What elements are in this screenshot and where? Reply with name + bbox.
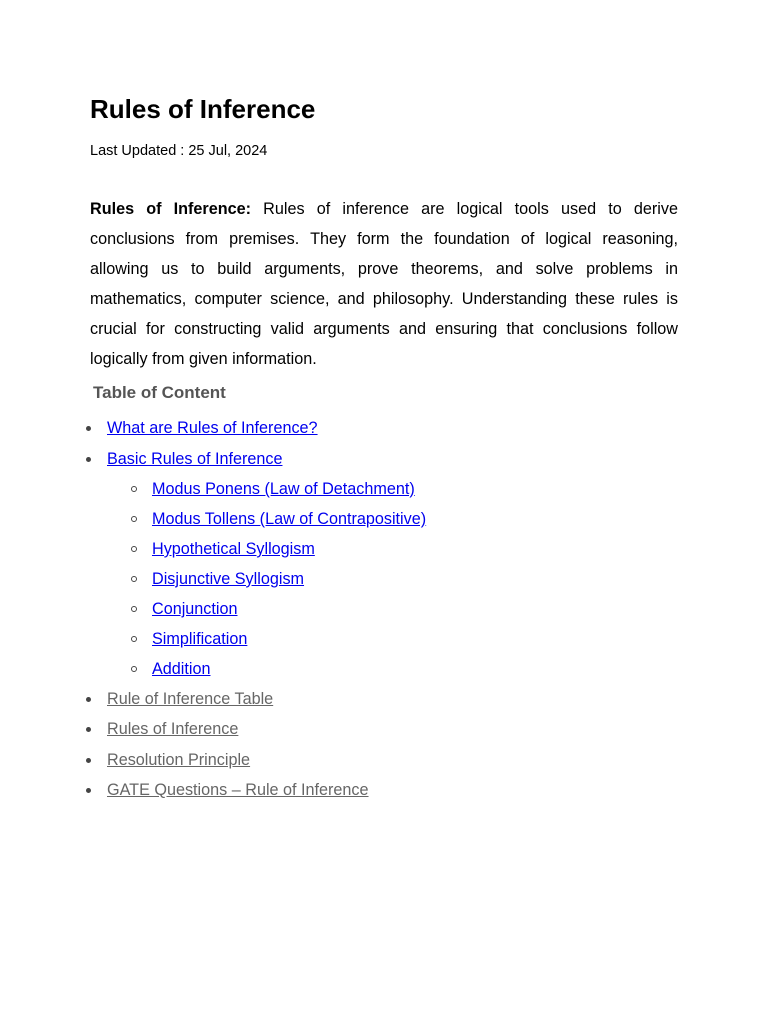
bullet-icon (86, 788, 91, 793)
toc-link-hypothetical-syllogism[interactable]: Hypothetical Syllogism (152, 540, 315, 558)
toc-link-conjunction[interactable]: Conjunction (152, 600, 238, 618)
circle-bullet-icon (131, 606, 137, 612)
circle-bullet-icon (131, 666, 137, 672)
toc-link-rules-of-inference[interactable]: Rules of Inference (107, 720, 239, 738)
toc-link-what-are-rules[interactable]: What are Rules of Inference? (107, 419, 318, 437)
toc-link-addition[interactable]: Addition (152, 660, 211, 678)
circle-bullet-icon (131, 576, 137, 582)
intro-text: Rules of inference are logical tools used to derive conclusions from premises. They form the foundation of logical reasoning, allowing us to build arguments, prove theorems, and solve problems in mathematics, computer science, and philosophy. Understanding these rules is crucial for constructing valid arguments and ensuring that conclusions follow logically from given information. (90, 200, 678, 368)
toc-link-modus-tollens[interactable]: Modus Tollens (Law of Contrapositive) (152, 510, 427, 528)
bullet-icon (86, 727, 91, 732)
toc-link-gate-questions[interactable]: GATE Questions – Rule of Inference (107, 781, 369, 799)
intro-term: Rules of Inference: (90, 200, 252, 218)
toc-link-resolution-principle[interactable]: Resolution Principle (107, 751, 251, 769)
circle-bullet-icon (131, 516, 137, 522)
circle-bullet-icon (131, 546, 137, 552)
toc-link-simplification[interactable]: Simplification (152, 630, 248, 648)
circle-bullet-icon (131, 486, 137, 492)
toc-link-modus-ponens[interactable]: Modus Ponens (Law of Detachment) (152, 480, 415, 498)
bullet-icon (86, 457, 91, 462)
intro-paragraph (90, 194, 678, 374)
toc-heading: Table of Content (93, 383, 226, 402)
last-updated-date: Last Updated : 25 Jul, 2024 (90, 143, 268, 159)
toc-link-disjunctive-syllogism[interactable]: Disjunctive Syllogism (152, 570, 305, 588)
bullet-icon (86, 426, 91, 431)
toc-link-basic-rules[interactable]: Basic Rules of Inference (107, 450, 283, 468)
page-title: Rules of Inference (90, 94, 316, 124)
bullet-icon (86, 758, 91, 763)
toc-link-inference-table[interactable]: Rule of Inference Table (107, 690, 274, 708)
bullet-icon (86, 697, 91, 702)
circle-bullet-icon (131, 636, 137, 642)
